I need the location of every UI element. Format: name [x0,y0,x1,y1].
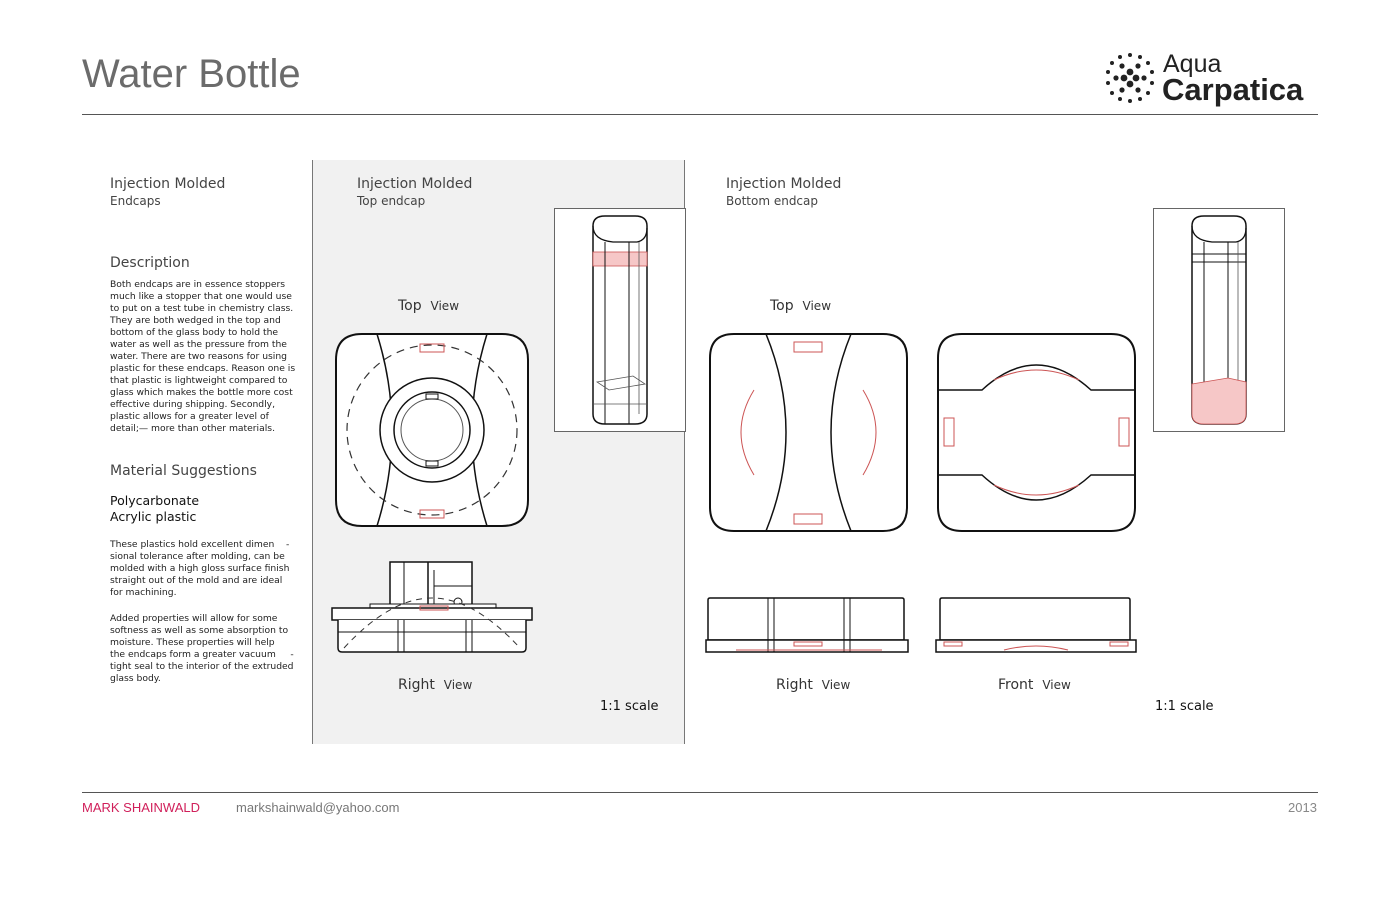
designer-email: markshainwald@yahoo.com [236,800,400,815]
top-endcap-top-view-drawing [332,330,532,530]
material-item: Acrylic plastic [110,509,197,524]
bottom-endcap-top-view-drawing [706,330,911,535]
top-view-label: Top View [398,298,460,314]
top-right-view-label: Right View [398,677,473,693]
header-divider [82,114,1318,115]
bottom-panel-subheading: Bottom endcap [726,194,819,208]
bottom-top-view-label: Top View [770,298,832,314]
description-heading: Description [110,255,190,271]
page-title: Water Bottle [82,52,301,96]
bottle-top-highlight-drawing [585,214,655,428]
material-heading: Material Suggestions [110,463,257,479]
top-endcap-right-view-drawing [330,560,535,660]
top-panel-subheading: Top endcap [357,194,426,208]
material-list [110,493,199,525]
left-subheading: Endcaps [110,194,161,208]
top-scale-label: 1:1 scale [600,699,659,714]
designer-name: MARK SHAINWALD [82,800,200,815]
bottom-scale-label: 1:1 scale [1155,699,1214,714]
logo-text-aqua: Aqua [1163,50,1222,78]
bottle-bottom-highlight-drawing [1184,214,1254,428]
bottom-panel-heading: Injection Molded [726,176,842,192]
footer-divider [82,792,1318,793]
bottom-endcap-front-view-drawing [934,596,1139,656]
logo-text-carpatica: Carpatica [1162,72,1304,107]
bottom-front-view-label: Front View [998,677,1071,693]
bottom-right-view-label: Right View [776,677,851,693]
material-paragraph: These plastics hold excellent dimen - sional tolerance after molding, can be molded with a high gloss surface finish straight out of the mold and are ideal for machining. [110,539,290,598]
material-item: Polycarbonate [110,493,200,508]
bottom-endcap-top-view-alt-drawing [934,330,1139,535]
left-heading: Injection Molded [110,176,226,192]
top-panel-heading: Injection Molded [357,176,473,192]
description-paragraph: Both endcaps are in essence stoppers much like a stopper that one would use to put on a test tube in chemistry class. They are both wedged in the top and bottom of the glass body to hold the water as well as the pressure from the water. There are two reasons for using plastic for these endcaps. Reason one is that plastic is lightweight compared to glass which makes the bottle more cost effective during shipping. Secondly, plastic allows for a greater level of detail;— more than other materials. [110,279,296,434]
bottom-endcap-right-view-drawing [706,596,911,656]
footer-year: 2013 [1288,800,1317,815]
properties-paragraph: Added properties will allow for some softness as well as some absorption to moisture. These properties will help the endcaps form a greater vacuum - tight seal to the interior of the extruded glass body. [110,613,294,684]
dot-hexagon-logo-icon [1104,52,1156,104]
